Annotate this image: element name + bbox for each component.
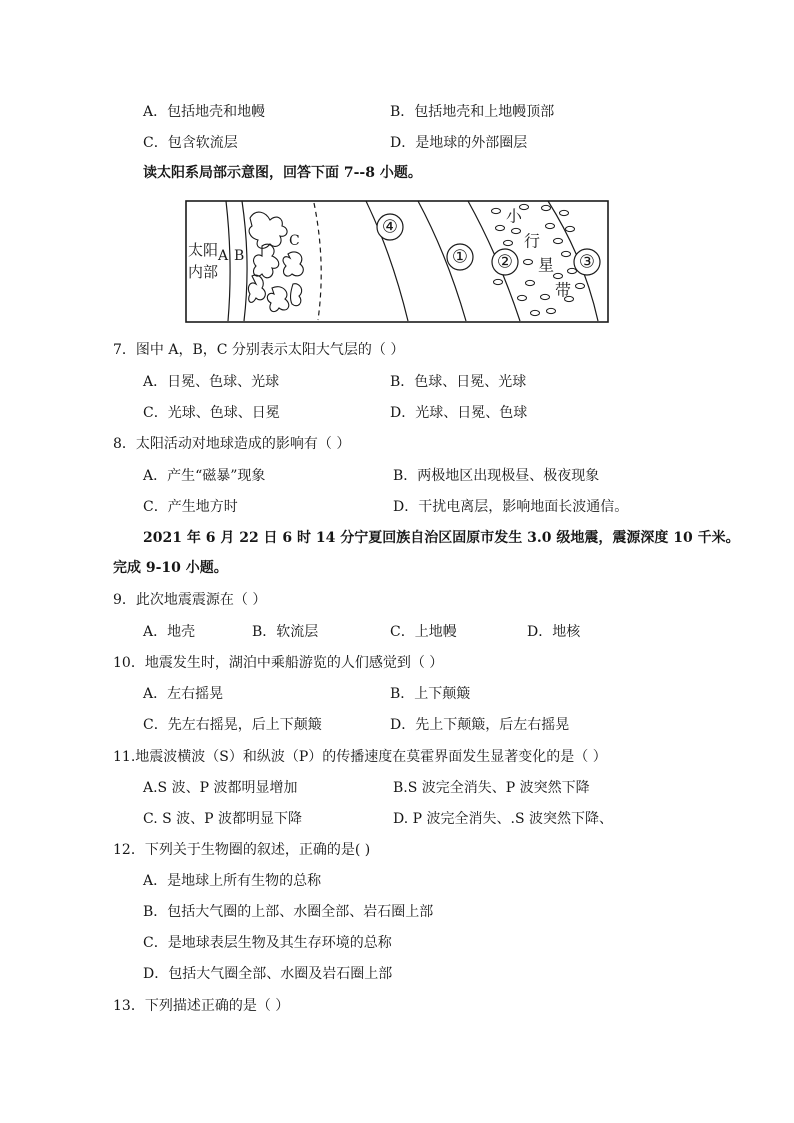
q11-stem: 11.地震波横波（S）和纵波（P）的传播速度在莫霍界面发生显著变化的是（ ） <box>113 749 607 765</box>
q9-option-b: B．软流层 <box>252 624 319 640</box>
sun-interior-label-line1: 太阳 <box>188 241 219 259</box>
q7-option-b: B．色球、日冕、光球 <box>390 374 527 390</box>
q11-option-a: A.S 波、P 波都明显增加 <box>143 780 298 796</box>
layer-label-b: B <box>234 248 245 264</box>
q10-option-a: A．左右摇晃 <box>143 686 224 702</box>
q9-option-a: A．地壳 <box>143 624 196 640</box>
q12-stem: 12．下列关于生物圈的叙述，正确的是( ) <box>113 842 371 858</box>
q10-stem: 10．地震发生时，湖泊中乘船游览的人们感觉到（ ） <box>113 655 444 671</box>
q12-option-b: B．包括大气圈的上部、水圈全部、岩石圈上部 <box>143 904 434 920</box>
sun-interior-label-line2: 内部 <box>188 263 219 281</box>
layer-label-a: A <box>218 248 229 264</box>
solar-system-diagram <box>185 200 609 323</box>
group-9-10-intro-line2: 完成 9-10 小题。 <box>113 560 228 576</box>
q12-option-d: D．包括大气圈全部、水圈及岩石圈上部 <box>143 966 393 982</box>
q7-option-a: A．日冕、色球、光球 <box>143 374 280 390</box>
q10-option-c: C．先左右摇晃，后上下颠簸 <box>143 717 322 733</box>
planet-4-label: ④ <box>381 216 399 238</box>
q8-stem: 8．太阳活动对地球造成的影响有（ ） <box>113 436 351 452</box>
q8-option-c: C．产生地方时 <box>143 499 238 515</box>
q11-option-d: D. P 波完全消失、.S 波突然下降、 <box>393 811 613 827</box>
q10-option-b: B．上下颠簸 <box>390 686 471 702</box>
group-7-8-intro: 读太阳系局部示意图，回答下面 7--8 小题。 <box>143 165 422 181</box>
asteroid-belt-char-4: 带 <box>554 280 572 300</box>
group-9-10-intro-line1: 2021 年 6 月 22 日 6 时 14 分宁夏回族自治区固原市发生 3.0 级地震，震源深度 10 千米。 <box>143 530 740 546</box>
q11-option-c: C. S 波、P 波都明显下降 <box>143 811 303 827</box>
q9-stem: 9．此次地震震源在（ ） <box>113 592 267 608</box>
q8-option-b: B．两极地区出现极昼、极夜现象 <box>393 468 600 484</box>
q7-stem: 7．图中 A，B，C 分别表示太阳大气层的（ ） <box>113 342 405 358</box>
q13-stem: 13．下列描述正确的是（ ） <box>113 998 290 1014</box>
q6-option-b: B．包括地壳和上地幔顶部 <box>390 104 555 120</box>
q12-option-c: C．是地球表层生物及其生存环境的总称 <box>143 935 392 951</box>
planet-3-label: ③ <box>578 251 596 273</box>
q8-option-a: A．产生“磁暴”现象 <box>143 468 266 484</box>
planet-1-label: ① <box>451 246 469 268</box>
q7-option-d: D．光球、日冕、色球 <box>390 405 528 421</box>
q7-option-c: C．光球、色球、日冕 <box>143 405 280 421</box>
q6-option-c: C．包含软流层 <box>143 135 238 151</box>
q6-option-d: D．是地球的外部圈层 <box>390 135 528 151</box>
asteroid-belt-char-3: 星 <box>537 255 555 275</box>
q12-option-a: A．是地球上所有生物的总称 <box>143 873 322 889</box>
q9-option-d: D．地核 <box>527 624 581 640</box>
q8-option-d: D．干扰电离层，影响地面长波通信。 <box>393 499 629 515</box>
asteroid-belt-char-2: 行 <box>523 231 541 251</box>
q11-option-b: B.S 波完全消失、P 波突然下降 <box>393 780 590 796</box>
planet-2-label: ② <box>496 251 514 273</box>
q6-option-a: A．包括地壳和地幔 <box>143 104 266 120</box>
q10-option-d: D．先上下颠簸，后左右摇晃 <box>390 717 570 733</box>
layer-label-c: C <box>289 233 300 249</box>
asteroid-belt-char-1: 小 <box>505 206 523 226</box>
q9-option-c: C．上地幔 <box>390 624 457 640</box>
